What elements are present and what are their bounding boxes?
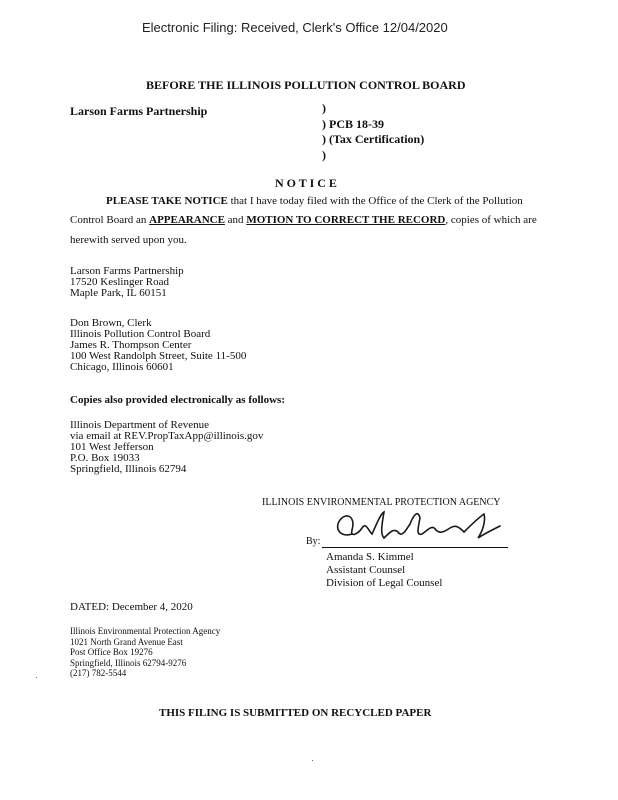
notice-paragraph-line3: herewith served upon you. <box>70 234 187 246</box>
case-type: ) (Tax Certification) <box>322 132 425 146</box>
document-motion: MOTION TO CORRECT THE RECORD <box>246 214 446 226</box>
address-line: P.O. Box 19033 <box>70 452 140 464</box>
address-line: Springfield, Illinois 62794 <box>70 463 187 475</box>
notice-heading: N O T I C E <box>275 176 337 190</box>
signer-title: Assistant Counsel <box>326 564 406 576</box>
signer-name: Amanda S. Kimmel <box>326 551 414 563</box>
notice-lead: PLEASE TAKE NOTICE <box>106 195 228 207</box>
copies-heading: Copies also provided electronically as follows: <box>70 394 286 406</box>
address-line: Chicago, Illinois 60601 <box>70 361 174 373</box>
address-line: Springfield, Illinois 62794-9276 <box>70 657 187 668</box>
recycled-paper-footer: THIS FILING IS SUBMITTED ON RECYCLED PAPER <box>159 707 432 719</box>
case-number: ) PCB 18-39 <box>322 116 384 131</box>
address-line: Don Brown, Clerk <box>70 317 152 329</box>
address-line: Larson Farms Partnership <box>70 265 184 277</box>
notice-text: , copies of which are <box>445 214 537 226</box>
address-line: 17520 Keslinger Road <box>70 276 169 288</box>
by-label: By: <box>306 536 321 547</box>
address-line: 101 West Jefferson <box>70 441 154 453</box>
address-line: Illinois Department of Revenue <box>70 419 209 431</box>
notice-text: Control Board an <box>70 214 150 226</box>
signature-line <box>322 547 508 548</box>
scan-speck <box>36 677 37 678</box>
address-line: Maple Park, IL 60151 <box>70 287 167 299</box>
address-line: 1021 North Grand Avenue East <box>70 636 183 647</box>
case-caption <box>322 101 424 163</box>
notice-text: and <box>224 214 247 226</box>
address-line: James R. Thompson Center <box>70 339 192 351</box>
address-line: via email at REV.PropTaxApp@illinois.gov <box>70 430 264 442</box>
address-line: (217) 782-5544 <box>70 668 127 678</box>
filing-stamp: Electronic Filing: Received, Clerk's Office 12/04/2020 <box>142 20 448 35</box>
signer-block <box>326 551 442 590</box>
agency-name: ILLINOIS ENVIRONMENTAL PROTECTION AGENCY <box>262 497 501 508</box>
address-larson <box>70 266 184 299</box>
address-clerk <box>70 318 246 373</box>
caption-paren: ) <box>322 147 326 162</box>
scan-speck <box>312 760 313 761</box>
address-revenue <box>70 420 263 475</box>
document-appearance: APPEARANCE <box>149 214 225 226</box>
notice-paragraph-line2 <box>70 214 537 226</box>
board-title: BEFORE THE ILLINOIS POLLUTION CONTROL BOARD <box>146 78 466 92</box>
address-epa <box>70 626 220 679</box>
case-party: Larson Farms Partnership <box>70 104 208 118</box>
address-line: Illinois Environmental Protection Agency <box>70 626 221 636</box>
signer-division: Division of Legal Counsel <box>326 577 443 589</box>
caption-paren: ) <box>322 101 326 115</box>
address-line: 100 West Randolph Street, Suite 11-500 <box>70 350 247 362</box>
address-line: Post Office Box 19276 <box>70 647 153 657</box>
signature-image <box>332 504 512 550</box>
notice-text: that I have today filed with the Office of the Clerk of the Pollution <box>227 195 523 207</box>
address-line: Illinois Pollution Control Board <box>70 328 211 340</box>
dated-line: DATED: December 4, 2020 <box>70 601 193 613</box>
notice-paragraph-line1 <box>106 195 523 207</box>
